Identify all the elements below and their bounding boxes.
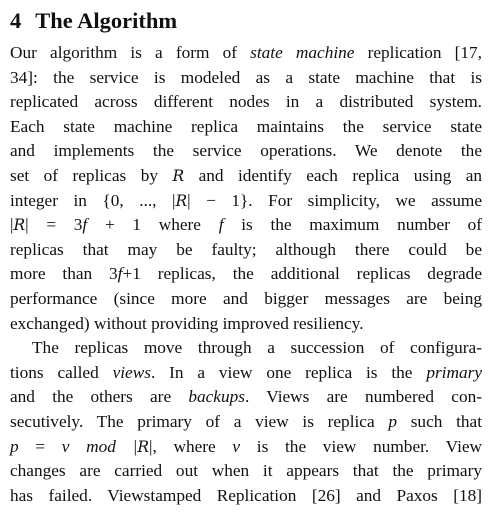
paper-page [10, 6, 482, 508]
text-line: Our algorithm is a form of state machine replication [17, [10, 43, 482, 62]
section-title: The Algorithm [35, 8, 178, 33]
text-line: and the others are backups. Views are numbered con- [10, 387, 482, 407]
math-variable: f [117, 264, 123, 284]
paragraph-1 [10, 41, 482, 336]
math-variable: v [61, 436, 70, 456]
text-line: exchanged) without providing improved resiliency. [10, 313, 364, 333]
text-line: The replicas move through a succession of configura- [32, 338, 482, 358]
text-line: integer in {0, ..., |R| − 1}. For simplicity, we assume [10, 190, 482, 210]
text-line: 34]: the service is modeled as a state machine that is [10, 67, 482, 87]
text-line: has failed. Viewstamped Replication [26] and Paxos [18] [10, 485, 482, 505]
emphasis-text: primary [426, 362, 482, 382]
math-operator: mod | [69, 436, 138, 456]
emphasis-text: backups [188, 387, 245, 407]
replica-set-symbol: R [172, 166, 185, 185]
text-line: and implements the service operations. We denote the [10, 141, 482, 161]
replica-set-symbol: R [13, 216, 26, 235]
text-line: replicated across different nodes in a distributed system. [10, 92, 482, 112]
text-line: set of replicas by R and identify each replica using an [10, 165, 483, 185]
replica-set-symbol: R [175, 191, 188, 210]
text-line: more than 3f+1 replicas, the additional replicas degrade [10, 264, 482, 284]
text-line: replicas that may be faulty; although there could be [10, 239, 482, 259]
math-variable: f [82, 215, 88, 235]
text-line: Each state machine replica maintains the service state [10, 116, 482, 136]
math-variable: p [388, 411, 397, 431]
text-line: p = v mod |R|, where v is the view number. View [10, 436, 483, 456]
emphasis-text: views [112, 362, 151, 382]
math-variable: p [10, 436, 19, 456]
math-variable: f [218, 215, 224, 235]
text-line: changes are carried out when it appears that the primary [10, 461, 482, 481]
text-line: |R| = 3f + 1 where f is the maximum number of [10, 215, 482, 235]
text-line: secutively. The primary of a view is replica p such that [10, 411, 482, 431]
emphasis-text: state machine [250, 43, 355, 62]
text-line: tions called views. In a view one replica is the primary [10, 362, 482, 382]
section-heading [10, 6, 482, 36]
replica-set-symbol: R [137, 437, 150, 456]
paragraph-2 [10, 336, 482, 508]
section-number: 4 [10, 8, 22, 33]
math-variable: v [232, 436, 241, 456]
text-line: performance (since more and bigger messages are being [10, 288, 482, 308]
